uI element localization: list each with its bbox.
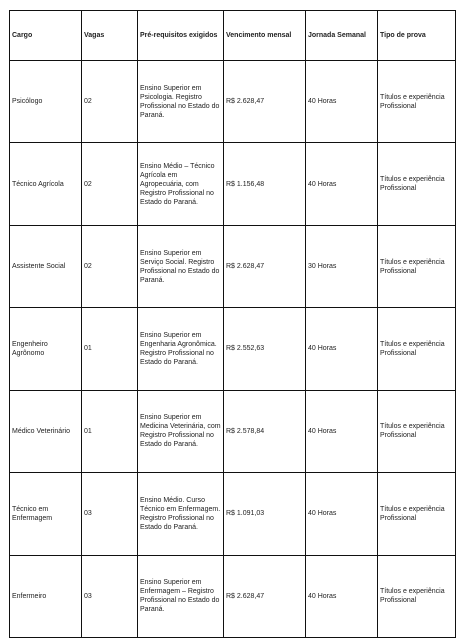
header-vencimento: Vencimento mensal [224,11,306,61]
cell-vencimento: R$ 1.091,03 [224,473,306,555]
cell-prerequisitos: Ensino Superior em Medicina Veterinária, com Registro Profissional no Estado do Paraná. [138,390,224,472]
table-row [10,61,456,143]
cell-cargo: Médico Veterinário [10,390,82,472]
cell-prerequisitos: Ensino Superior em Engenharia Agronômica. Registro Profissional no Estado do Paraná. [138,308,224,390]
cell-cargo: Engenheiro Agrônomo [10,308,82,390]
cell-vagas: 01 [82,308,138,390]
cell-vagas: 02 [82,143,138,225]
cell-vencimento: R$ 2.552,63 [224,308,306,390]
cell-tipo: Títulos e experiência Profissional [378,555,456,637]
cell-prerequisitos: Ensino Superior em Serviço Social. Registro Profissional no Estado do Paraná. [138,225,224,307]
cell-tipo: Títulos e experiência Profissional [378,61,456,143]
table-row [10,555,456,637]
table-header-row [10,11,456,61]
header-jornada: Jornada Semanal [306,11,378,61]
cell-prerequisitos: Ensino Superior em Enfermagem – Registro Profissional no Estado do Paraná. [138,555,224,637]
vacancies-table [9,10,456,638]
table-row [10,308,456,390]
cell-vencimento: R$ 2.628,47 [224,61,306,143]
cell-tipo: Títulos e experiência Profissional [378,473,456,555]
cell-vencimento: R$ 2.628,47 [224,555,306,637]
cell-jornada: 30 Horas [306,225,378,307]
cell-vencimento: R$ 2.578,84 [224,390,306,472]
cell-cargo: Assistente Social [10,225,82,307]
table-row [10,225,456,307]
cell-tipo: Títulos e experiência Profissional [378,308,456,390]
cell-jornada: 40 Horas [306,390,378,472]
cell-prerequisitos: Ensino Médio – Técnico Agrícola em Agropecuária, com Registro Profissional no Estado do Paraná. [138,143,224,225]
cell-tipo: Títulos e experiência Profissional [378,390,456,472]
cell-vagas: 01 [82,390,138,472]
header-vagas: Vagas [82,11,138,61]
header-cargo: Cargo [10,11,82,61]
cell-jornada: 40 Horas [306,555,378,637]
cell-vagas: 03 [82,555,138,637]
cell-vagas: 02 [82,61,138,143]
table-row [10,390,456,472]
cell-prerequisitos: Ensino Médio. Curso Técnico em Enfermagem. Registro Profissional no Estado do Paraná. [138,473,224,555]
cell-jornada: 40 Horas [306,308,378,390]
cell-jornada: 40 Horas [306,143,378,225]
cell-vencimento: R$ 1.156,48 [224,143,306,225]
header-prerequisitos: Pré-requisitos exigidos [138,11,224,61]
cell-tipo: Títulos e experiência Profissional [378,143,456,225]
cell-tipo: Títulos e experiência Profissional [378,225,456,307]
cell-jornada: 40 Horas [306,473,378,555]
table-row [10,143,456,225]
cell-vagas: 03 [82,473,138,555]
cell-cargo: Técnico Agrícola [10,143,82,225]
header-tipo: Tipo de prova [378,11,456,61]
cell-vagas: 02 [82,225,138,307]
cell-jornada: 40 Horas [306,61,378,143]
cell-cargo: Enfermeiro [10,555,82,637]
table-row [10,473,456,555]
cell-cargo: Técnico em Enfermagem [10,473,82,555]
cell-cargo: Psicólogo [10,61,82,143]
cell-vencimento: R$ 2.628,47 [224,225,306,307]
cell-prerequisitos: Ensino Superior em Psicologia. Registro Profissional no Estado do Paraná. [138,61,224,143]
